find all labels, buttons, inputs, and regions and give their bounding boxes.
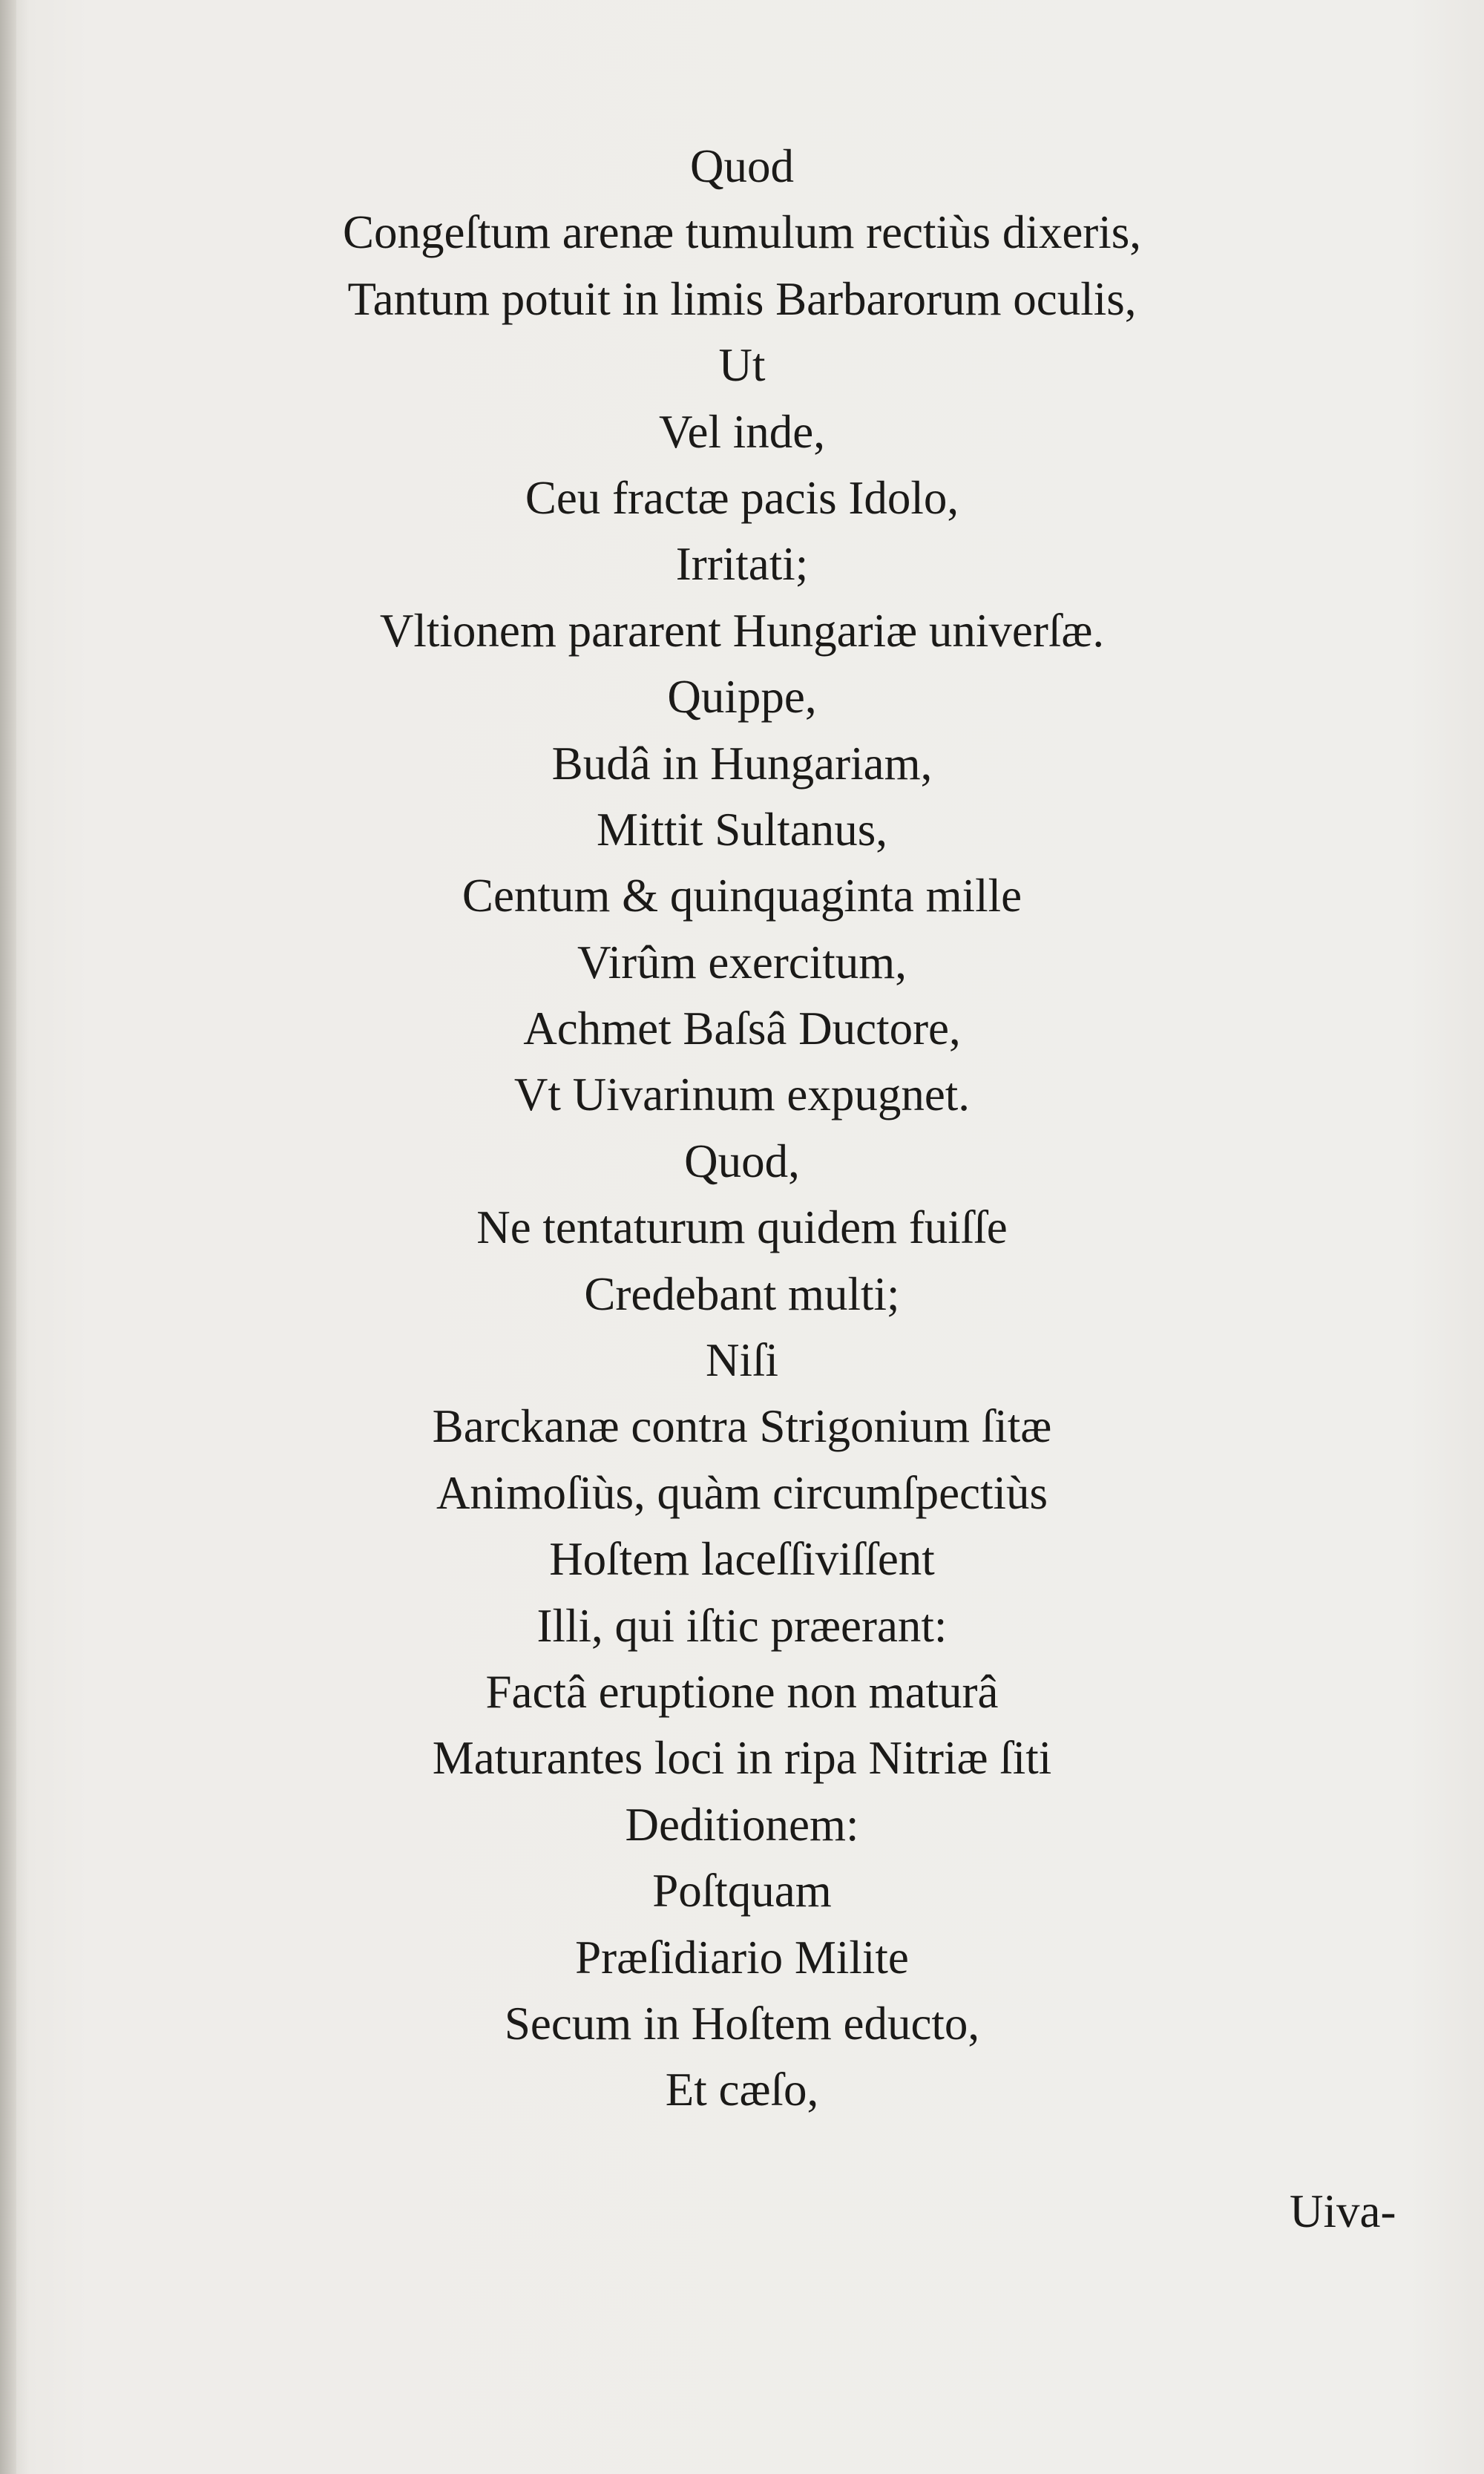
text-line: Secum in Hoſtem educto, [504, 1997, 980, 2050]
text-line: Animoſiùs, quàm circumſpectiùs [436, 1466, 1048, 1519]
text-line: Et cæſo, [665, 2064, 819, 2116]
text-body [223, 134, 1261, 2124]
text-line: Vltionem pararent Hungariæ univerſæ. [379, 604, 1105, 657]
text-line: Achmet Baſsâ Ductore, [523, 1003, 961, 1055]
text-line: Præſidiario Milite [575, 1931, 909, 1984]
text-line: Deditionem: [625, 1798, 859, 1851]
page-gutter-shadow [0, 0, 16, 2474]
text-line: Hoſtem laceſſiviſſent [549, 1533, 935, 1586]
text-line: Credebant multi; [584, 1267, 900, 1320]
text-line: Budâ in Hungariam, [551, 737, 933, 790]
text-line: Quod [690, 140, 794, 192]
text-line: Niſi [705, 1334, 778, 1387]
text-line: Illi, qui iſtic præerant: [536, 1599, 948, 1652]
text-line: Congeſtum arenæ tumulum rectiùs dixeris, [342, 206, 1142, 259]
text-line: Vt Uivarinum expugnet. [513, 1069, 971, 1121]
text-line: Factâ eruptione non maturâ [485, 1665, 999, 1718]
catchword: Uiva- [1290, 2185, 1396, 2237]
text-line: Maturantes loci in ripa Nitriæ ſiti [432, 1732, 1052, 1785]
text-line: Poſtquam [652, 1865, 832, 1917]
text-line: Quod, [684, 1135, 800, 1187]
text-line: Tantum potuit in limis Barbarorum oculis, [347, 272, 1137, 325]
text-line: Vel inde, [659, 405, 825, 458]
text-line: Barckanæ contra Strigonium ſitæ [432, 1400, 1052, 1453]
text-line: Centum & quinquaginta mille [462, 870, 1022, 922]
text-line: Ut [718, 339, 766, 392]
text-line: Mittit Sultanus, [596, 803, 888, 856]
text-line: Virûm exercitum, [577, 936, 907, 988]
text-line: Ne tentaturum quidem fuiſſe [476, 1201, 1008, 1254]
text-line: Quippe, [667, 671, 817, 724]
text-line: Ceu fractæ pacis Idolo, [525, 471, 959, 524]
text-line: Irritati; [675, 538, 809, 591]
